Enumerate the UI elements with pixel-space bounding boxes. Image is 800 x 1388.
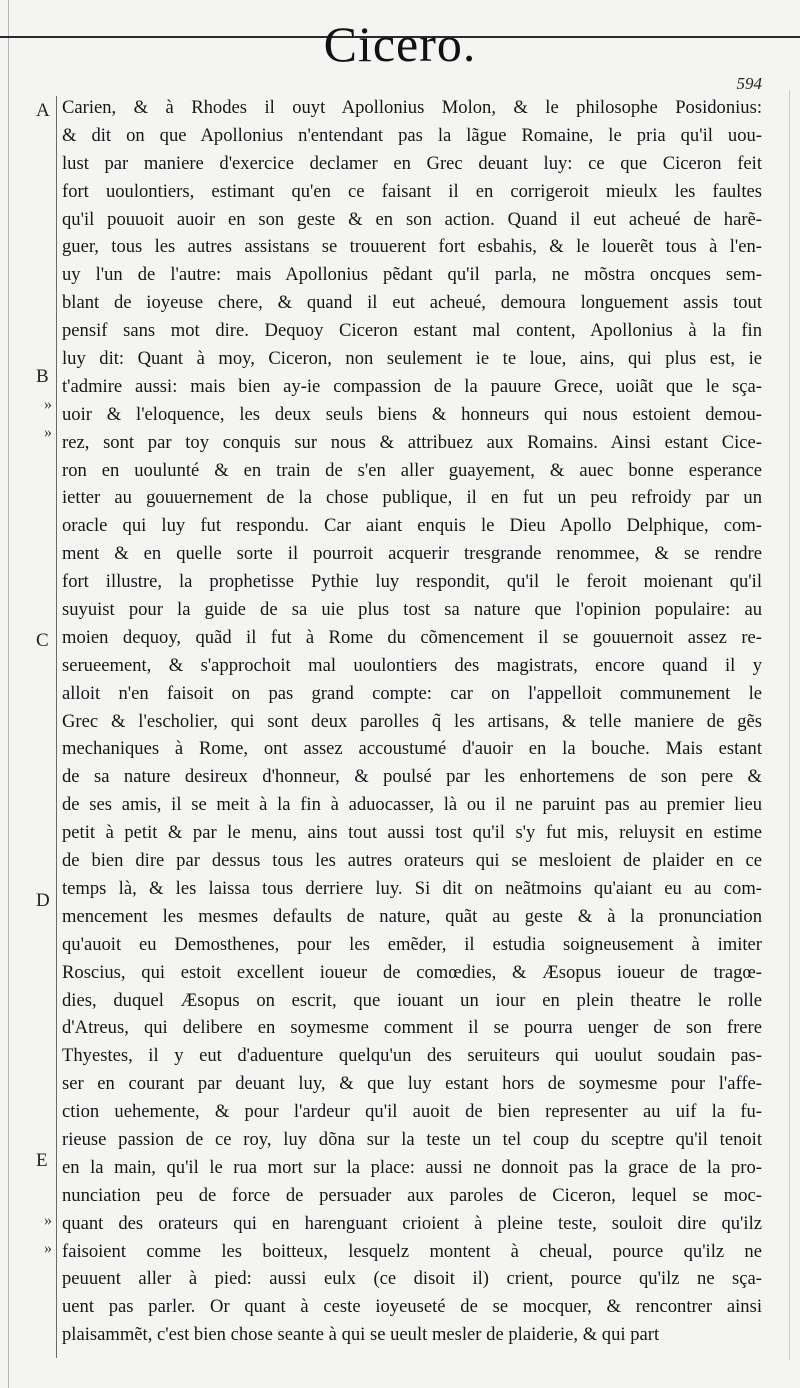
- text-line: fort illustre, la prophetisse Pythie luy respondit, qu'il le feroit moienant qu'il: [62, 571, 762, 593]
- text-line: guer, tous les autres assistans se trouuerent fort esbahis, & le louerẽt tous à l'en-: [62, 236, 762, 258]
- text-line: pensif sans mot dire. Dequoy Ciceron estant mal content, Apollonius à la fin: [62, 320, 762, 342]
- running-title: Cicero.: [323, 16, 477, 72]
- margin-letter-d: D: [36, 890, 50, 911]
- text-line: alloit n'en faisoit on pas grand compte: car on l'appelloit communement le: [62, 682, 762, 704]
- text-line: dies, duquel Æsopus on escrit, que iouant un iour en plein theatre le rolle: [62, 989, 762, 1011]
- margin-letter-e: E: [36, 1150, 48, 1171]
- margin-letter-a: A: [36, 100, 50, 121]
- text-line: quant des orateurs qui en harenguant crioient à pleine teste, souloit dire qu'ilz: [62, 1212, 762, 1234]
- text-line: serueement, & s'approchoit mal uoulontiers des magistrats, encore quand il y: [62, 654, 762, 676]
- text-line: nunciation peu de force de persuader aux paroles de Ciceron, lequel se moc-: [62, 1184, 762, 1206]
- margin-letter-c: C: [36, 630, 49, 651]
- margin-letter-b: B: [36, 366, 49, 387]
- text-line: Roscius, qui estoit excellent ioueur de comœdies, & Æsopus ioueur de tragœ-: [62, 961, 762, 983]
- text-line: suyuist pour la guide de sa uie plus tost sa nature que l'opinion populaire: au: [62, 599, 762, 621]
- margin-quote-mark: »: [44, 396, 52, 413]
- text-line: blant de ioyeuse chere, & quand il eut acheué, demoura longuement assis tout: [62, 292, 762, 314]
- body-text: [62, 94, 762, 1349]
- text-line: faisoient comme les boitteux, lesquelz montent à cheual, pource qu'ilz ne: [62, 1240, 762, 1262]
- text-line: uent pas parler. Or quant à ceste ioyeuseté de se mocquer, & rencontrer ainsi: [62, 1296, 762, 1318]
- text-line: moien dequoy, quãd il fut à Rome du cõmencement il se gouuernoit assez re-: [62, 626, 762, 648]
- text-line: Carien, & à Rhodes il ouyt Apollonius Molon, & le philosophe Posidonius:: [62, 97, 762, 118]
- margin-rule: [56, 96, 57, 1358]
- text-line: petit à petit & par le menu, ains tout aussi tost qu'il s'y fut mis, reluysit en estime: [62, 822, 762, 844]
- page-edge-right: [789, 90, 790, 1360]
- text-line: ser en courant par deuant luy, & que luy estant hors de soymesme pour l'affe-: [62, 1073, 762, 1095]
- text-line: luy dit: Quant à moy, Ciceron, non seulement ie te loue, ains, qui plus est, ie: [62, 348, 762, 370]
- text-line: rieuse passion de ce roy, luy dõna sur la teste un tel coup du sceptre qu'il tenoit: [62, 1128, 762, 1150]
- margin-quote-mark: »: [44, 424, 52, 441]
- text-line: fort uoulontiers, estimant qu'en ce faisant il en corrigeroit mieulx les faultes: [62, 180, 762, 202]
- text-line: mencement les mesmes defaults de nature, quãt au geste & à la pronunciation: [62, 905, 762, 927]
- text-line: lust par maniere d'exercice declamer en Grec deuant luy: ce que Ciceron feit: [62, 152, 762, 174]
- text-line: plaisammẽt, c'est bien chose seante à qui se ueult mesler de plaiderie, & qui part: [62, 1324, 660, 1346]
- margin-quote-mark: »: [44, 1212, 52, 1229]
- text-line: en la main, qu'il le rua mort sur la place: aussi ne donnoit pas la grace de la pro-: [62, 1156, 762, 1178]
- text-line: de ses amis, il se meit à la fin à aduocasser, là ou il ne paruint pas au premier lieu: [62, 794, 762, 816]
- text-line: de sa nature desireux d'honneur, & poulsé par les enhortemens de son pere &: [62, 766, 762, 788]
- page-edge-left: [8, 0, 9, 1388]
- page-number: 594: [736, 74, 762, 93]
- text-line: qu'il pouuoit auoir en son geste & en son action. Quand il eut acheué de harẽ-: [62, 208, 762, 230]
- text-line: ietter au gouuernement de la chose publique, il en fut un peu refroidy par un: [62, 487, 762, 509]
- text-line: ction uehemente, & pour l'ardeur qu'il auoit de bien representer au uif la fu-: [62, 1101, 762, 1123]
- text-line: Thyestes, il y eut d'aduenture quelqu'un des seruiteurs qui uoulut soudain pas-: [62, 1045, 762, 1067]
- text-line: uoir & l'eloquence, les deux seuls biens & honneurs qui nous estoient demou-: [62, 403, 762, 425]
- text-line: ment & en quelle sorte il pourroit acquerir tresgrande renommee, & se rendre: [62, 543, 762, 565]
- text-line: peuuent aller à pied: aussi eulx (ce disoit il) crient, pource qu'ilz ne sça-: [62, 1268, 762, 1290]
- text-line: & dit on que Apollonius n'entendant pas la lãgue Romaine, le pria qu'il uou-: [62, 124, 762, 146]
- text-line: de bien dire par dessus tous les autres orateurs qui se mesloient de plaider en ce: [62, 850, 762, 872]
- text-line: ron en uoulunté & en train de s'en aller guayement, & auec bonne esperance: [62, 459, 762, 481]
- text-line: d'Atreus, qui delibere en soymesme comment il se pourra uenger de son frere: [62, 1017, 762, 1039]
- text-line: uy l'un de l'autre: mais Apollonius pẽdant qu'il parla, ne mõstra oncques sem-: [62, 264, 762, 286]
- text-line: oracle qui luy fut respondu. Car aiant enquis le Dieu Apollo Delphique, com-: [62, 515, 762, 537]
- text-line: t'admire aussi: mais bien ay-ie compassion de la pauure Grece, uoiãt que le sça-: [62, 375, 762, 397]
- margin-quote-mark: »: [44, 1240, 52, 1257]
- text-line: temps là, & les laissa tous derriere luy. Si dit on neãtmoins qu'aiant eu au com-: [62, 877, 762, 899]
- text-line: qu'auoit eu Demosthenes, pour les emẽder, il estudia soigneusement à imiter: [62, 933, 762, 955]
- text-line: rez, sont par toy conquis sur nous & attribuez aux Romains. Ainsi estant Cice-: [62, 431, 762, 453]
- text-line: mechaniques à Rome, ont assez accoustumé d'auoir en la bouche. Mais estant: [62, 738, 762, 760]
- text-line: Grec & l'escholier, qui sont deux parolles q̃ les artisans, & telle maniere de gẽs: [62, 710, 762, 732]
